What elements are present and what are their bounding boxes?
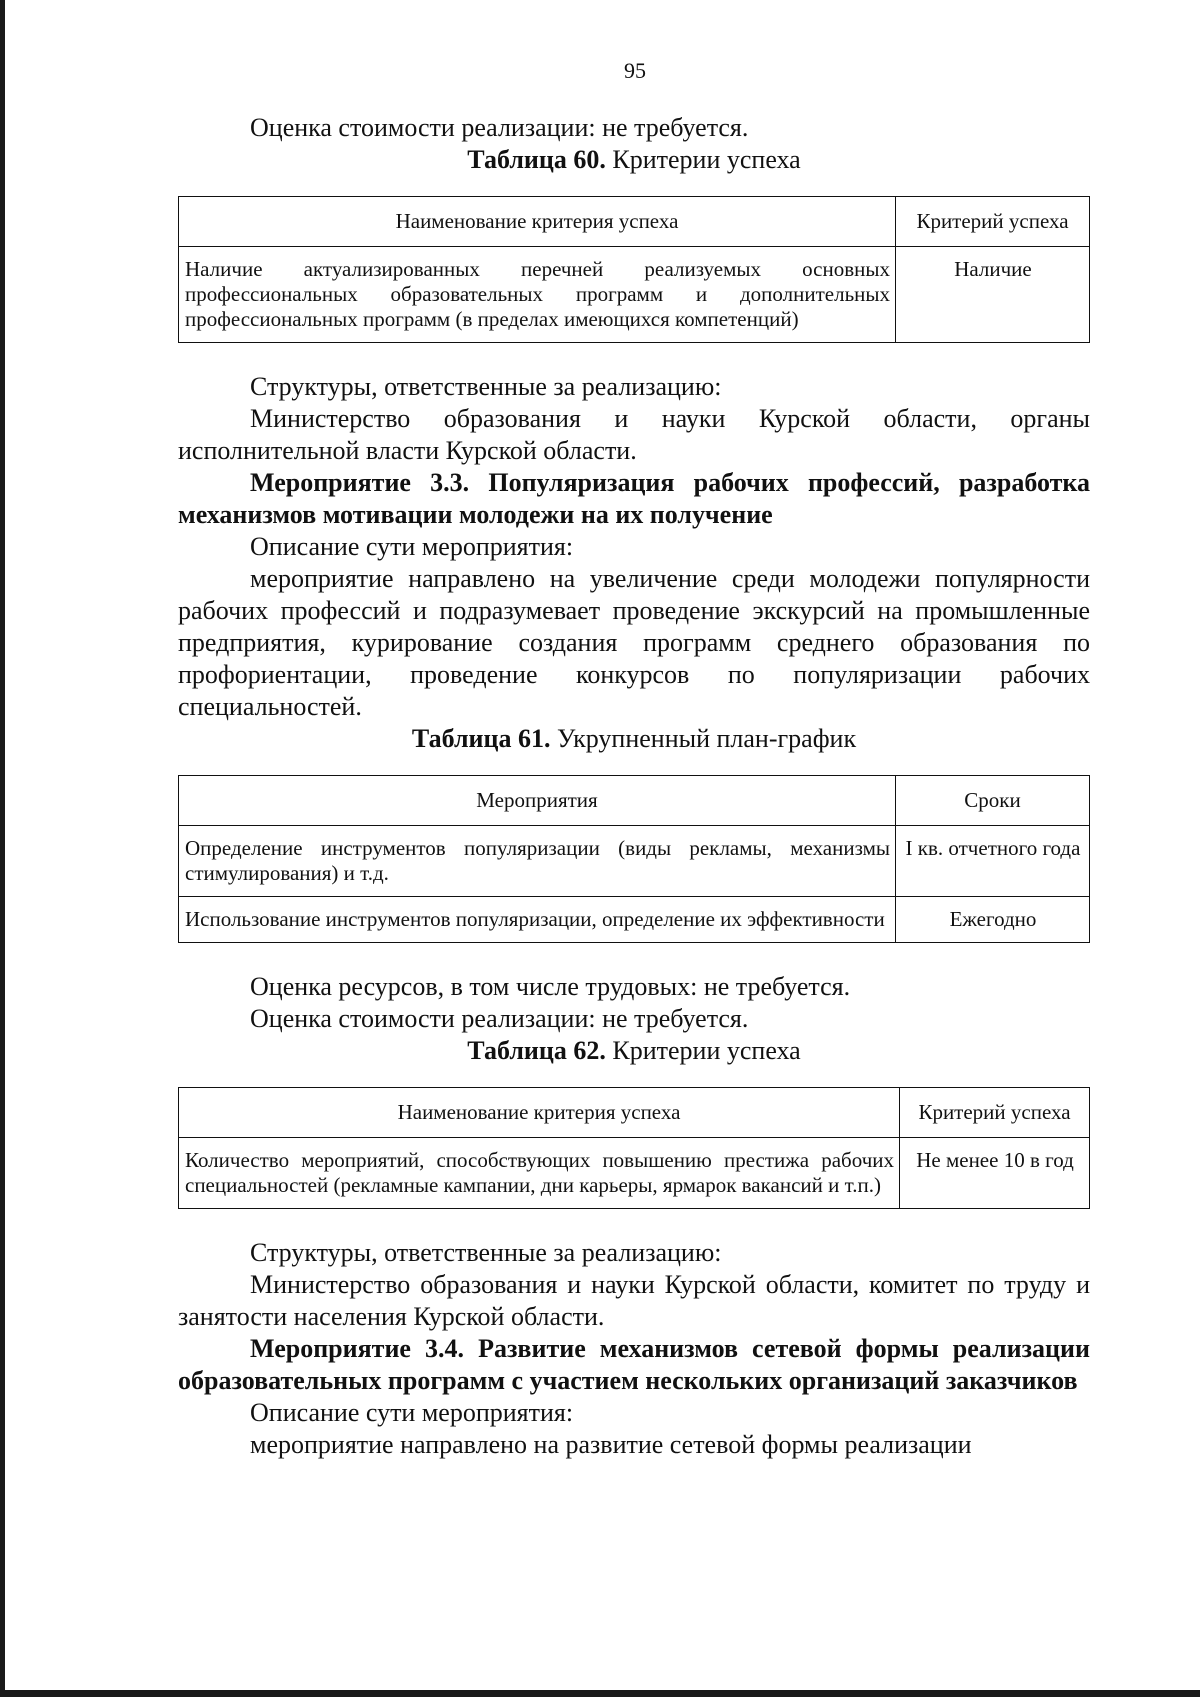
cost-estimate-text: Оценка стоимости реализации: не требуется. [250, 1004, 749, 1033]
page-number: 95 [624, 58, 646, 83]
table-header-cell: Наименование критерия успеха [179, 1088, 900, 1138]
description-heading: Описание сути мероприятия: [250, 532, 574, 561]
table-row [179, 897, 1090, 943]
table-cell: Использование инструментов популяризации, определение их эффективности [179, 897, 896, 943]
table-60 [178, 196, 1090, 343]
measure-3-3-heading: Мероприятие 3.3. Популяризация рабочих профессий, разработка механизмов мотивации молодежи на их получение [178, 468, 1090, 529]
scan-edge-left [0, 0, 5, 1697]
description-heading: Описание сути мероприятия: [250, 1398, 574, 1427]
document-body [178, 112, 1090, 1461]
table-header-row [179, 776, 1090, 826]
description-text: мероприятие направлено на развитие сетевой формы реализации [250, 1430, 972, 1459]
table-header-cell: Мероприятия [179, 776, 896, 826]
table-61-caption [178, 723, 1090, 755]
table-62-label: Таблица 62. [467, 1036, 606, 1065]
responsible-text: Министерство образования и науки Курской области, комитет по труду и занятости населения Курской области. [178, 1270, 1090, 1331]
table-cell: Не менее 10 в год [900, 1138, 1090, 1209]
table-cell: Количество мероприятий, способствующих повышению престижа рабочих специальностей (рекламные кампании, дни карьеры, ярмарок вакансий и т.п.) [179, 1138, 900, 1209]
table-61 [178, 775, 1090, 943]
table-header-cell: Критерий успеха [896, 197, 1090, 247]
description-text: мероприятие направлено на увеличение среди молодежи популярности рабочих профессий и подразумевает проведение экскурсий на промышленные предприятия, курирование создания программ среднего образования по профориентации, проведение конкурсов по популяризации рабочих специальностей. [178, 564, 1090, 721]
scan-edge-bottom [0, 1690, 1200, 1697]
table-header-cell: Критерий успеха [900, 1088, 1090, 1138]
table-header-row [179, 197, 1090, 247]
table-60-title: Критерии успеха [605, 145, 801, 174]
table-header-cell: Наименование критерия успеха [179, 197, 896, 247]
table-header-row [179, 1088, 1090, 1138]
table-cell: Наличие актуализированных перечней реализуемых основных профессиональных образовательных программ и дополнительных профессиональных программ (в пределах имеющихся компетенций) [179, 247, 896, 343]
table-header-cell: Сроки [896, 776, 1090, 826]
resources-estimate-text: Оценка ресурсов, в том числе трудовых: не требуется. [250, 972, 851, 1001]
table-62 [178, 1087, 1090, 1209]
table-62-title: Критерии успеха [605, 1036, 801, 1065]
table-cell: Определение инструментов популяризации (виды рекламы, механизмы стимулирования) и т.д. [179, 826, 896, 897]
table-row [179, 1138, 1090, 1209]
table-row [179, 247, 1090, 343]
table-61-title: Укрупненный план-график [550, 724, 857, 753]
table-62-caption [178, 1035, 1090, 1067]
table-cell: Ежегодно [896, 897, 1090, 943]
table-row [179, 826, 1090, 897]
responsible-heading: Структуры, ответственные за реализацию: [250, 1238, 722, 1267]
table-60-caption [178, 144, 1090, 176]
measure-3-4-heading: Мероприятие 3.4. Развитие механизмов сетевой формы реализации образовательных программ с участием нескольких организаций заказчиков [178, 1334, 1090, 1395]
table-cell: I кв. отчетного года [896, 826, 1090, 897]
responsible-heading: Структуры, ответственные за реализацию: [250, 372, 722, 401]
table-60-label: Таблица 60. [467, 145, 606, 174]
responsible-text: Министерство образования и науки Курской области, органы исполнительной власти Курской области. [178, 404, 1090, 465]
cost-estimate-text: Оценка стоимости реализации: не требуется. [250, 113, 749, 142]
table-cell: Наличие [896, 247, 1090, 343]
table-61-label: Таблица 61. [411, 724, 551, 753]
